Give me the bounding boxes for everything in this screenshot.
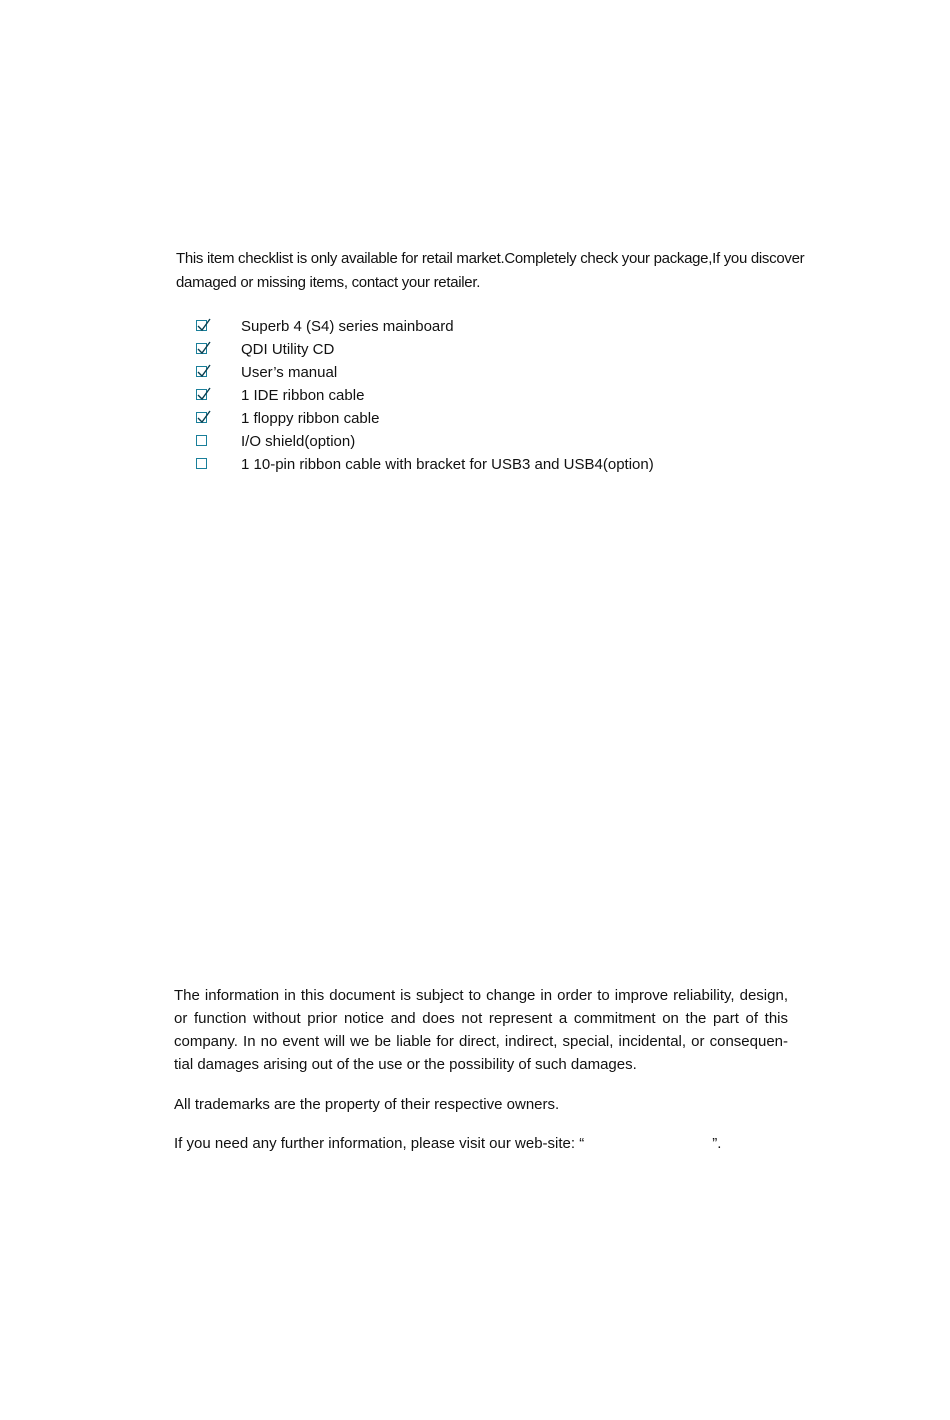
checkbox-checked-icon	[196, 412, 207, 423]
website-suffix: ”.	[712, 1135, 722, 1152]
trademarks-paragraph: All trademarks are the property of their respective owners.	[174, 1096, 560, 1113]
checkmark-icon	[196, 317, 212, 333]
checklist-item-label: 1 10-pin ribbon cable with bracket for USB3 and USB4(option)	[241, 456, 654, 473]
disclaimer-paragraph: The information in this document is subject to change in order to improve reliability, design, or function without prior notice and does not represent a commitment on the part of this company. In no event will we be liable for direct, indirect, special, incidental, or consequen-tial damages arising out of the use or the possibility of such damages.	[174, 987, 788, 1073]
checkbox-checked-icon	[196, 366, 207, 377]
checklist-item-label: QDI Utility CD	[241, 341, 335, 358]
checkbox-checked-icon	[196, 320, 207, 331]
checklist-intro: This item checklist is only available for retail market.Completely check your package,If you discover damaged or missing items, contact your retailer.	[176, 250, 805, 291]
checkmark-icon	[196, 340, 212, 356]
checkbox-checked-icon	[196, 343, 207, 354]
website-prefix: If you need any further information, please visit our web-site: “	[174, 1135, 585, 1152]
checkbox-unchecked-icon	[196, 435, 207, 446]
checklist-item-label: 1 IDE ribbon cable	[241, 387, 365, 404]
checklist-item-label: Superb 4 (S4) series mainboard	[241, 318, 454, 335]
checkbox-unchecked-icon	[196, 458, 207, 469]
checkmark-icon	[196, 363, 212, 379]
checkmark-icon	[196, 386, 212, 402]
website-paragraph	[174, 1132, 774, 1155]
checklist-item-label: User’s manual	[241, 364, 338, 381]
checklist-item-label: I/O shield(option)	[241, 433, 356, 450]
checkbox-checked-icon	[196, 389, 207, 400]
checkmark-icon	[196, 409, 212, 425]
checklist-item-label: 1 floppy ribbon cable	[241, 410, 380, 427]
